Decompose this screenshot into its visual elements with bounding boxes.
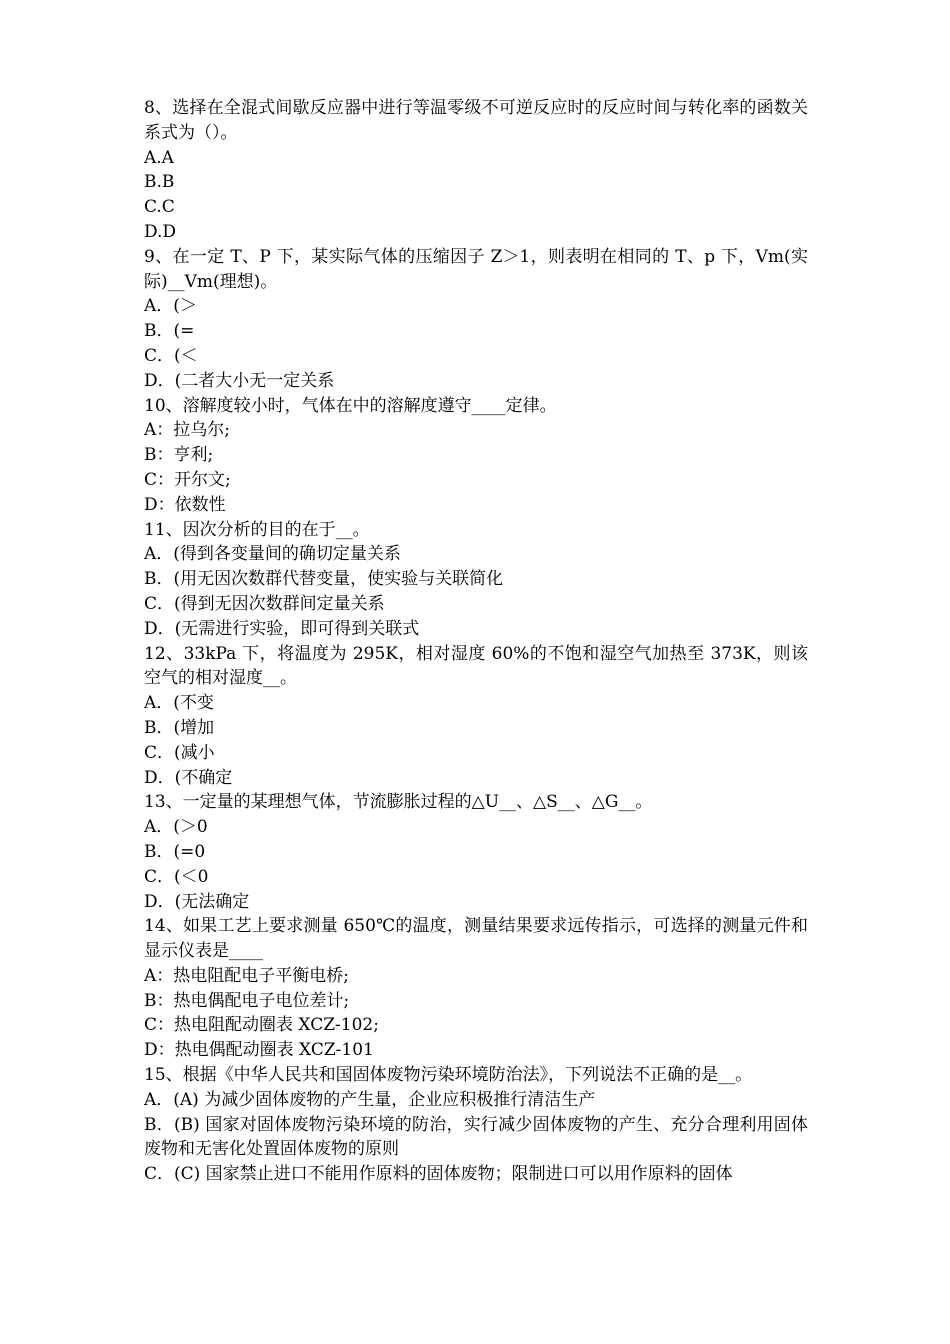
option-a: A．(＞: [144, 296, 197, 317]
option-d: D.D: [144, 221, 177, 242]
question-stem: 15、根据《中华人民共和国固体废物污染环境防治法》，下列说法不正确的是__。: [144, 1065, 753, 1086]
question-12: [144, 642, 808, 791]
option-b: B．(用无因次数群代替变量，使实验与关联简化: [144, 569, 504, 590]
option-c: C．(＜: [144, 345, 198, 366]
option-d: D．(无法确定: [144, 891, 250, 912]
question-stem: 8、选择在全混式间歇反应器中进行等温零级不可逆反应时的反应时间与转化率的函数关系式为（）。: [144, 98, 808, 143]
question-13: [144, 790, 808, 914]
question-stem: 12、33kPa 下，将温度为 295K，相对湿度 60%的不饱和湿空气加热至 373K，则该空气的相对湿度__。: [144, 643, 808, 689]
option-b: B.B: [144, 172, 175, 193]
option-a: A．(＞0: [144, 817, 208, 838]
question-stem: 13、一定量的某理想气体，节流膨胀过程的△U__、△S__、△G__。: [144, 792, 653, 813]
option-a: A：拉乌尔;: [144, 420, 231, 441]
option-c: C．(C) 国家禁止进口不能用作原料的固体废物；限制进口可以用作原料的固体: [144, 1164, 733, 1185]
option-d: D．(不确定: [144, 767, 233, 788]
option-d: D．(二者大小无一定关系: [144, 370, 335, 391]
option-b: B．(B) 国家对固体废物污染环境的防治，实行减少固体废物的产生、充分合理利用固体废物和无害化处置固体废物的原则: [144, 1114, 808, 1160]
question-stem: 14、如果工艺上要求测量 650℃的温度，测量结果要求远传指示，可选择的测量元件和显示仪表是____: [144, 916, 808, 962]
option-d: D：依数性: [144, 494, 226, 515]
option-b: B．(增加: [144, 717, 215, 738]
option-a: A：热电阻配电子平衡电桥;: [144, 965, 350, 986]
option-b: B．(=0: [144, 841, 206, 862]
option-c: C．(得到无因次数群间定量关系: [144, 593, 385, 614]
question-15: [144, 1063, 808, 1187]
question-stem: 11、因次分析的目的在于__。: [144, 519, 370, 540]
question-11: [144, 518, 808, 642]
question-9: [144, 245, 808, 394]
question-stem: 10、溶解度较小时，气体在中的溶解度遵守____定律。: [144, 395, 557, 416]
option-c: C．(＜0: [144, 866, 209, 887]
option-a: A．(A) 为减少固体废物的产生量，企业应积极推行清洁生产: [144, 1089, 596, 1110]
option-c: C：开尔文;: [144, 469, 231, 490]
question-10: [144, 394, 808, 518]
option-c: C.C: [144, 197, 175, 218]
option-d: D：热电偶配动圈表 XCZ-101: [144, 1040, 374, 1061]
question-stem: 9、在一定 T、P 下，某实际气体的压缩因子 Z＞1，则表明在相同的 T、p 下，Vm(实际)__Vm(理想)。: [144, 246, 808, 292]
option-a: A．(不变: [144, 693, 214, 714]
question-14: [144, 914, 808, 1063]
question-8: [144, 96, 808, 245]
option-c: C：热电阻配动圈表 XCZ-102;: [144, 1015, 379, 1036]
option-b: B：热电偶配电子电位差计;: [144, 990, 350, 1011]
option-c: C．(减小: [144, 742, 215, 763]
document-page: [144, 96, 808, 1187]
option-b: B：亨利;: [144, 445, 214, 466]
option-b: B．(=: [144, 321, 195, 342]
option-a: A．(得到各变量间的确切定量关系: [144, 544, 401, 565]
option-a: A.A: [144, 147, 174, 168]
option-d: D．(无需进行实验，即可得到关联式: [144, 618, 420, 639]
